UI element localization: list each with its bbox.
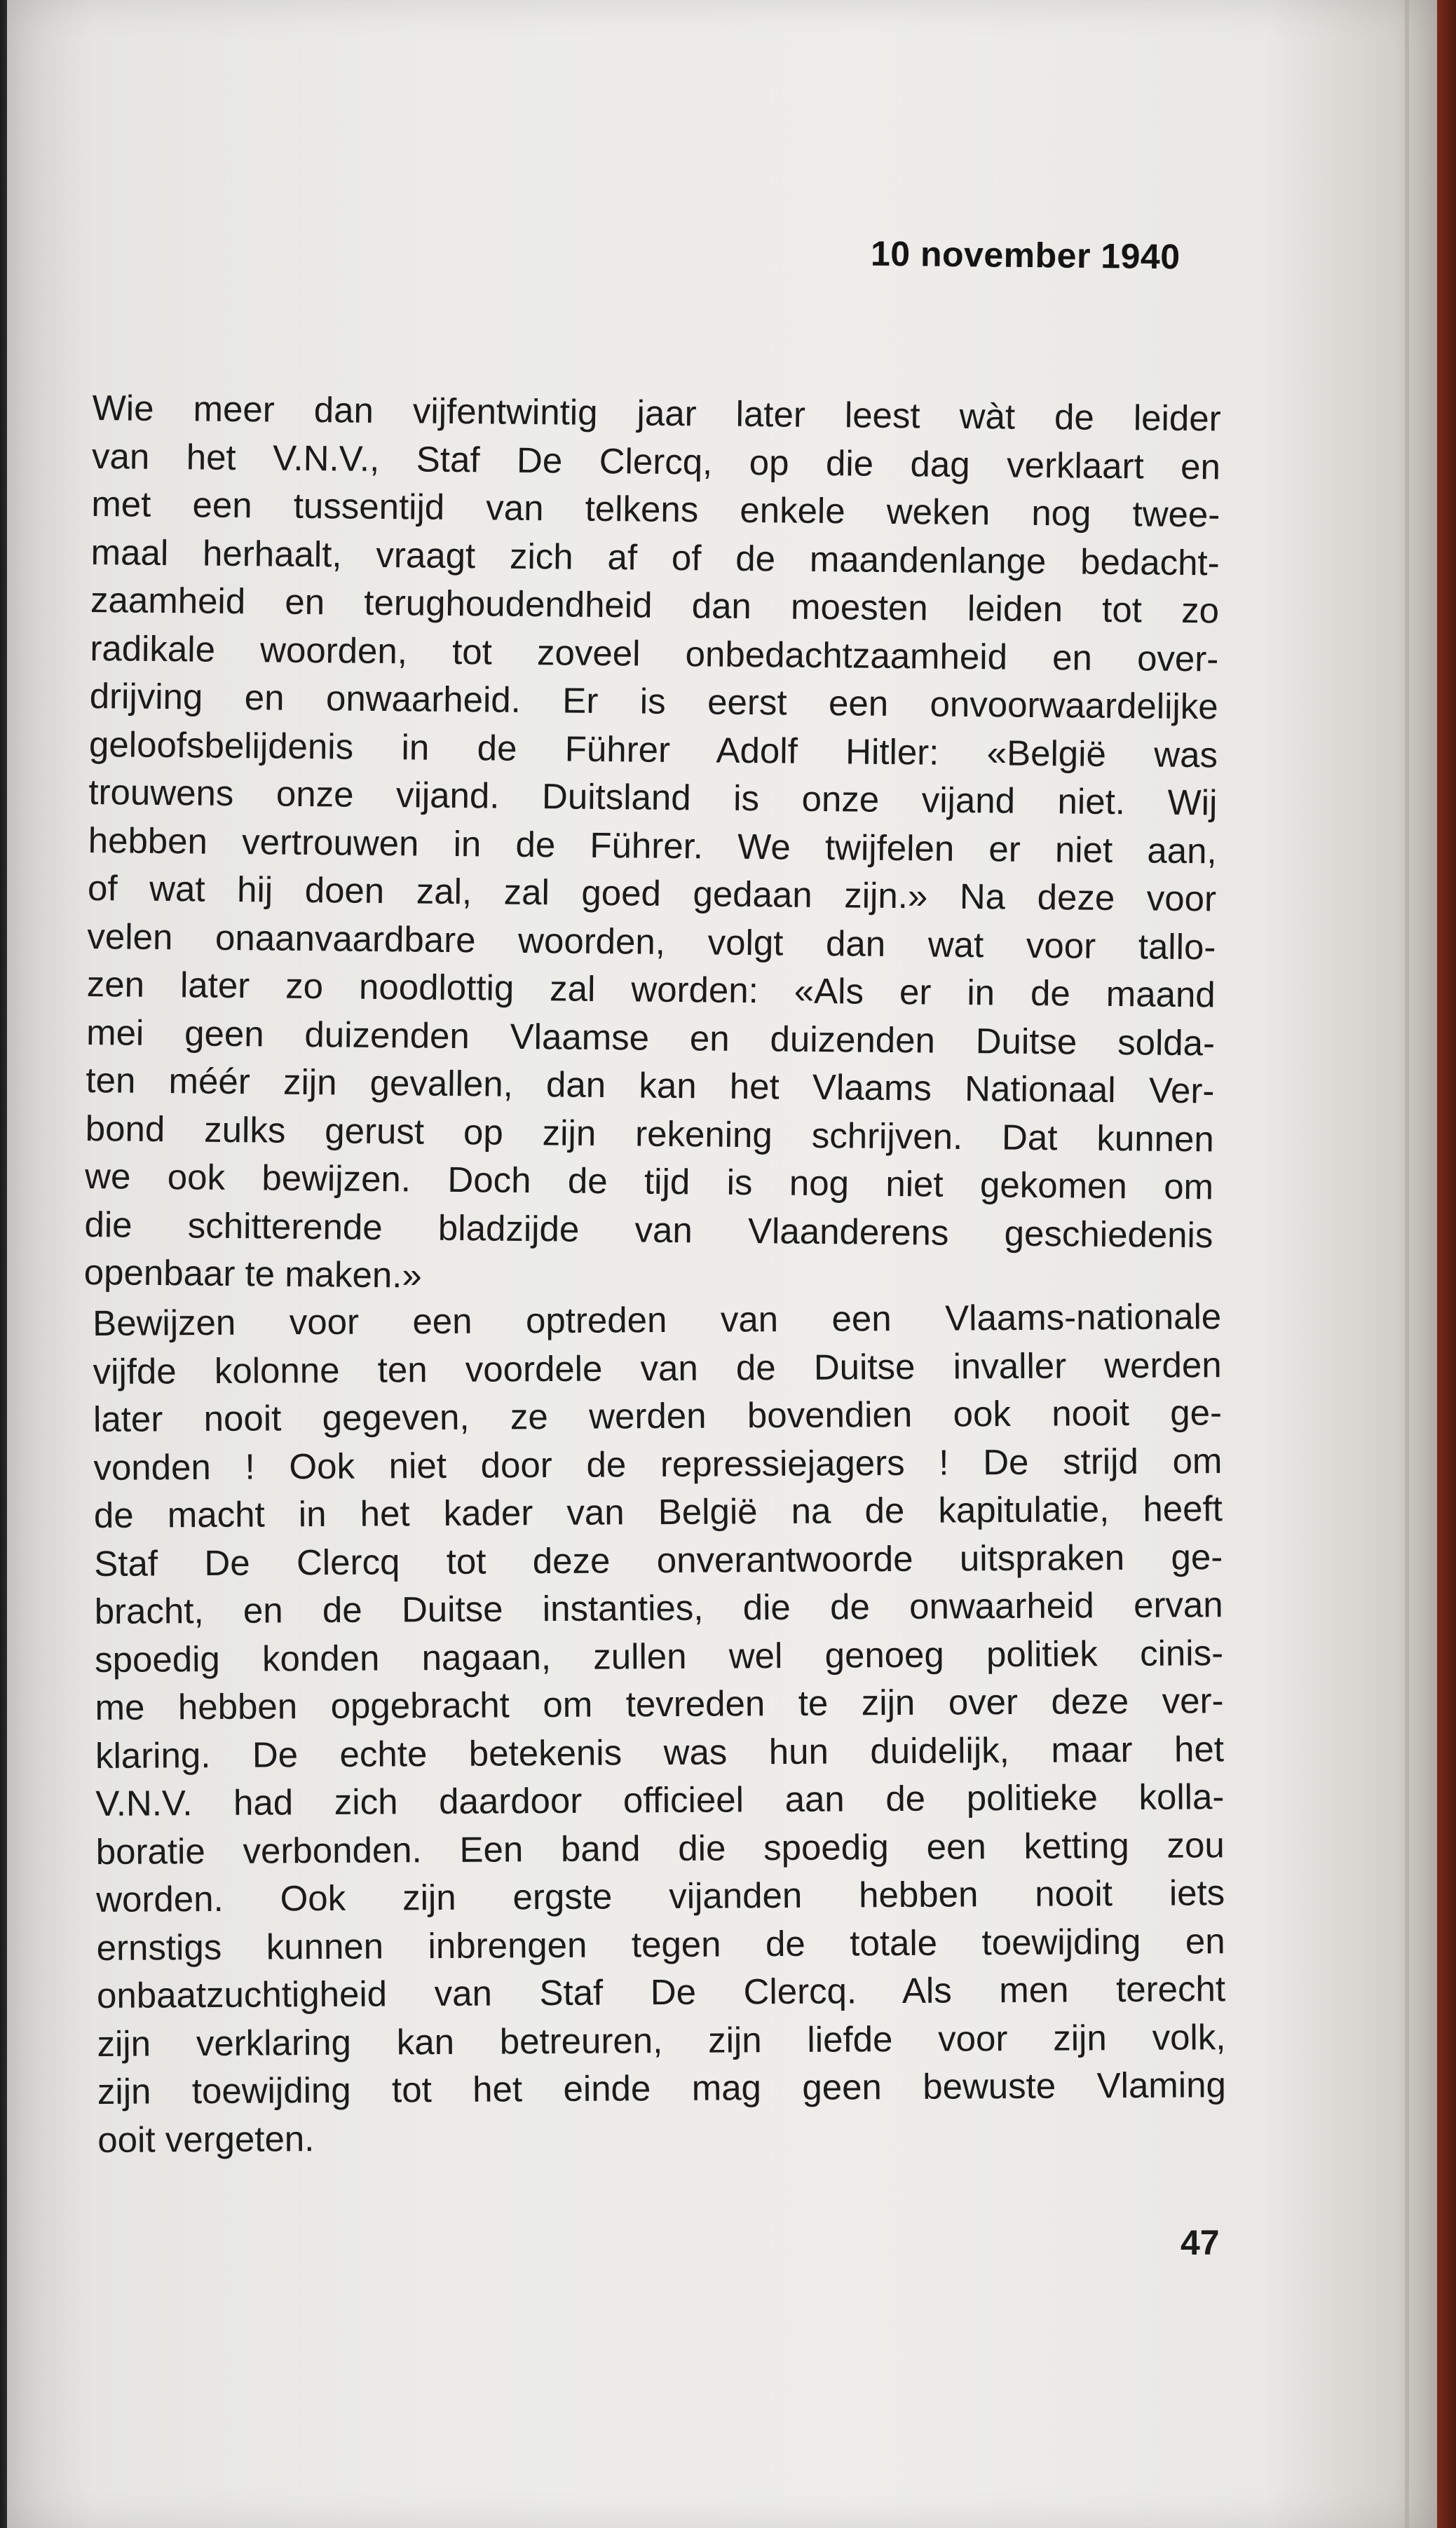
text-line: of wat hij doen zal, zal goed gedaan zijn.» Na deze voor xyxy=(87,867,1217,919)
text-line: Wie meer dan vijfentwintig jaar later leest wàt de leider xyxy=(92,387,1221,439)
text-line: me hebben opgebracht om tevreden te zijn over deze ver- xyxy=(95,1680,1224,1727)
text-line: Bewijzen voor een optreden van een Vlaams-nationale xyxy=(93,1296,1222,1343)
text-line: hebben vertrouwen in de Führer. We twijfelen er niet aan, xyxy=(88,820,1217,871)
text-line: zijn verklaring kan betreuren, zijn liefde voor zijn volk, xyxy=(97,2016,1226,2064)
text-line: de macht in het kader van België na de kapitulatie, heeft xyxy=(93,1488,1223,1535)
page-edge xyxy=(1405,0,1409,2528)
text-line: later nooit gegeven, ze werden bovendien ook nooit ge- xyxy=(93,1392,1223,1439)
text-line: Staf De Clercq tot deze onverantwoorde uitspraken ge- xyxy=(94,1536,1223,1584)
text-line: bond zulks gerust op zijn rekening schrijven. Dat kunnen xyxy=(85,1108,1215,1159)
text-line: maal herhaalt, vraagt zich af of de maandenlange bedacht- xyxy=(90,531,1220,583)
text-line: die schitterende bladzijde van Vlaanderens geschiedenis xyxy=(84,1204,1213,1255)
text-line: drijving en onwaarheid. Er is eerst een onvoorwaardelijke xyxy=(89,675,1218,727)
text-line: zijn toewijding tot het einde mag geen bewuste Vlaming xyxy=(97,2065,1227,2112)
text-line: zaamheid en terughoudendheid dan moesten leiden tot zo xyxy=(90,579,1220,631)
book-page xyxy=(7,0,1437,2528)
text-line: klaring. De echte betekenis was hun duidelijk, maar het xyxy=(95,1728,1225,1776)
text-line: vijfde kolonne ten voordele van de Duitse invaller werden xyxy=(93,1344,1222,1392)
date-heading: 10 november 1940 xyxy=(870,233,1181,277)
text-line: radikale woorden, tot zoveel onbedachtzaamheid en over- xyxy=(90,627,1219,679)
text-line: met een tussentijd van telkens enkele weken nog twee- xyxy=(91,483,1220,535)
text-line: V.N.V. had zich daardoor officieel aan de politieke kolla- xyxy=(95,1776,1225,1823)
text-line: openbaar te maken.» xyxy=(83,1251,423,1296)
page-number: 47 xyxy=(1181,2223,1220,2262)
text-line: spoedig konden nagaan, zullen wel genoeg politiek cinis- xyxy=(94,1632,1224,1680)
text-line: geloofsbelijdenis in de Führer Adolf Hitler: «België was xyxy=(88,723,1218,775)
text-line: worden. Ook zijn ergste vijanden hebben nooit iets xyxy=(96,1873,1225,1919)
text-line: ten méér zijn gevallen, dan kan het Vlaams Nationaal Ver- xyxy=(86,1059,1215,1111)
text-line: ooit vergeten. xyxy=(97,2118,315,2160)
text-line: ernstigs kunnen inbrengen tegen de totale toewijding en xyxy=(96,1920,1225,1968)
text-line: bracht, en de Duitse instanties, die de onwaarheid ervan xyxy=(94,1584,1223,1631)
paragraph-1 xyxy=(84,384,1221,1307)
text-line: mei geen duizenden Vlaamse en duizenden Duitse solda- xyxy=(86,1012,1216,1063)
text-line: zen later zo noodlottig zal worden: «Als er in de maand xyxy=(86,963,1216,1015)
text-line: we ook bewijzen. Doch de tijd is nog niet gekomen om xyxy=(84,1155,1214,1207)
text-line: velen onaanvaardbare woorden, volgt dan wat voor tallo- xyxy=(87,916,1216,967)
text-line: trouwens onze vijand. Duitsland is onze vijand niet. Wij xyxy=(88,771,1218,823)
text-line: vonden ! Ook niet door de repressiejagers ! De strijd om xyxy=(93,1440,1223,1488)
background-right xyxy=(1436,0,1456,2528)
text-line: onbaatzuchtigheid van Staf De Clercq. Als men terecht xyxy=(96,1969,1226,2016)
text-line: van het V.N.V., Staf De Clercq, op die dag verklaart en xyxy=(91,435,1221,487)
text-line: boratie verbonden. Een band die spoedig een ketting zou xyxy=(95,1824,1225,1872)
paragraph-2 xyxy=(93,1293,1227,2164)
